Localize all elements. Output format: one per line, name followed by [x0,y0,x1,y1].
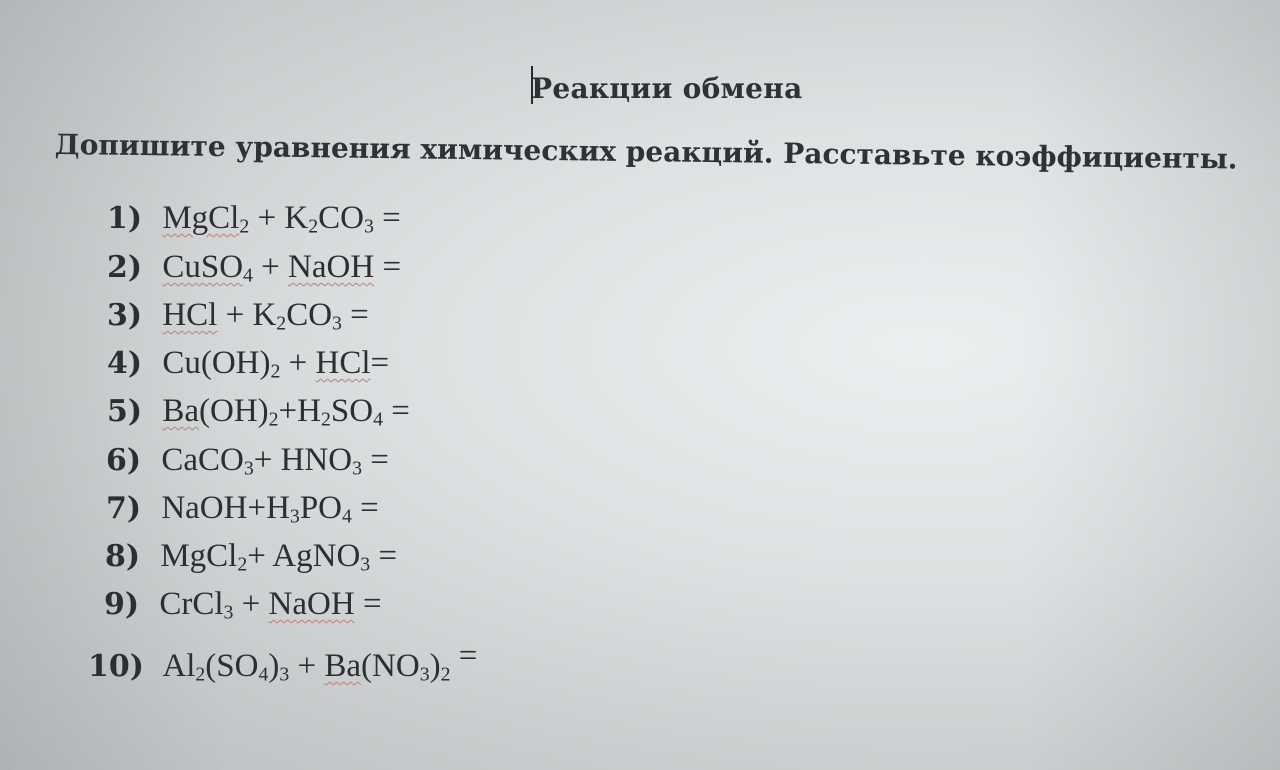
reaction-1 [107,200,401,237]
reaction-7 [106,490,379,527]
reaction-number: 5) [107,394,143,429]
instruction-text: Допишите уравнения химических реакций. Расставьте коэффициенты. [54,128,1238,176]
reaction-number: 9) [104,587,140,622]
reaction-formula: $Al_2(SO_4)_3 + Ba(NO_3)_2$ = [162,638,478,686]
reaction-number: 6) [106,443,142,478]
reaction-formula: $Ba(OH)_2+H_2SO_4$ = [162,393,410,431]
reaction-5 [107,393,410,430]
reaction-3 [107,297,369,334]
reaction-formula: CuSO$_4$ + NaOH = [162,249,402,287]
reaction-4 [107,345,389,382]
page-title: Реакции обмена [531,72,803,105]
reaction-number: 10) [88,649,144,684]
reaction-number: 1) [107,201,143,236]
reaction-formula: $Cu(OH)_2 + HCl=$ [162,345,390,383]
reaction-formula: MgCl$_2$ + $K_2CO_3$ = [162,200,401,238]
reaction-6 [106,442,389,479]
reaction-number: 4) [107,346,143,381]
reaction-formula: CrCl$_3$ + NaOH = [159,586,382,624]
reaction-formula: CaCO$_3$+ $HNO_3$ = [161,442,389,480]
reaction-formula: $NaOH+H_3PO_4$ = [161,490,379,528]
reaction-8 [105,538,397,575]
reaction-2 [107,249,401,286]
reaction-number: 8) [105,539,141,574]
reaction-10 [88,638,478,686]
reaction-number: 3) [107,298,143,333]
reaction-9 [104,586,382,623]
reaction-number: 2) [107,250,143,285]
reaction-number: 7) [106,491,142,526]
reaction-formula: MgCl$_2$+ AgNO$_3$ = [160,538,398,576]
reaction-formula: HCl + $K_2CO_3$ = [162,297,369,335]
